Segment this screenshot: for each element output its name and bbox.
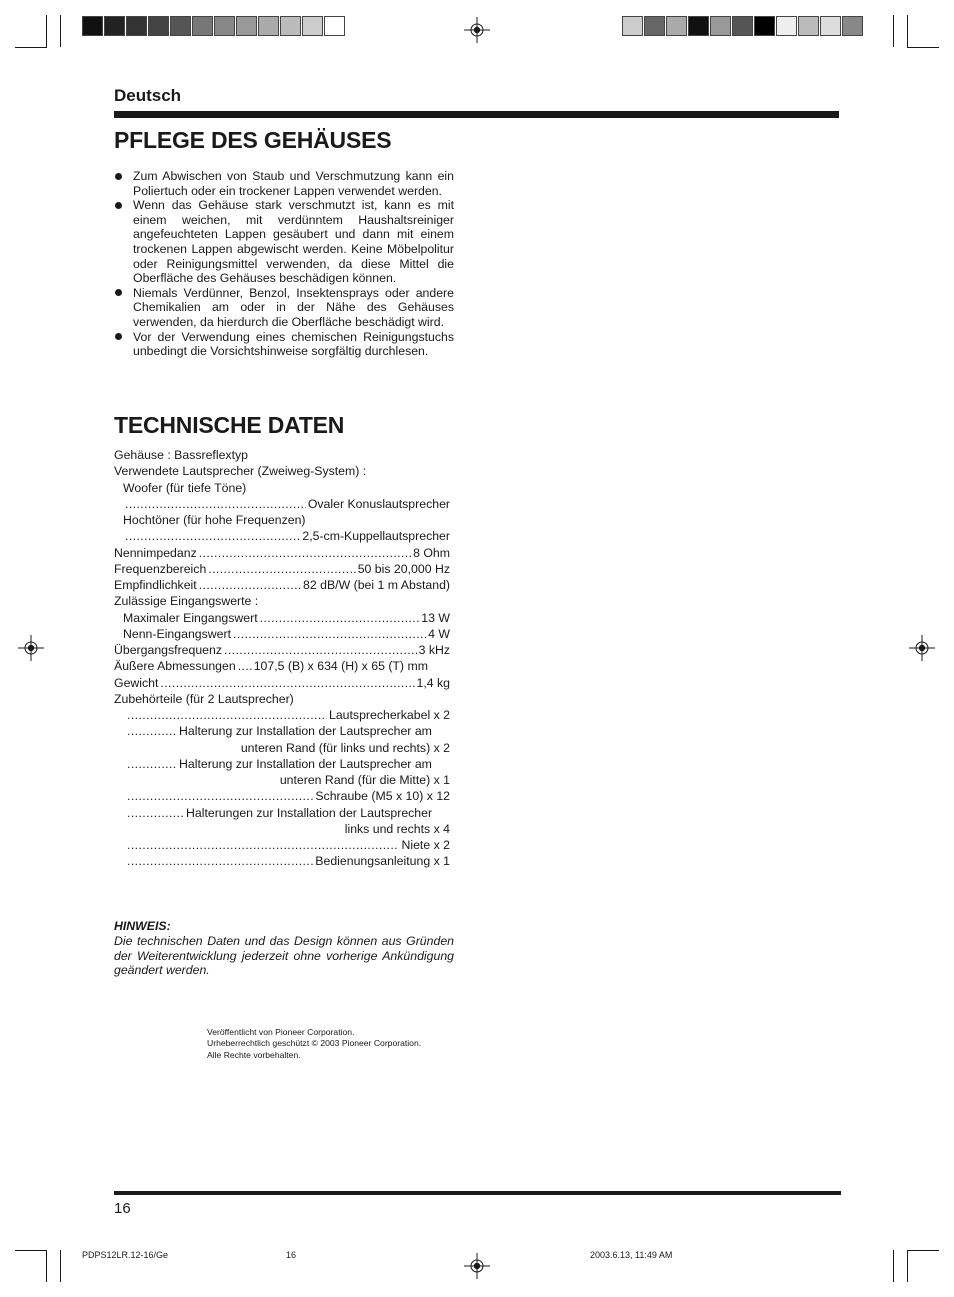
- color-swatch: [820, 16, 841, 36]
- color-swatch: [842, 16, 863, 36]
- registration-mark-icon: [18, 635, 44, 661]
- spec-accessory-holders: ..... Halterungen zur Installation der Lautsprecher: [114, 805, 450, 821]
- color-bar-left: [82, 16, 346, 38]
- list-item: Wenn das Gehäuse stark verschmutzt ist, kann es mit einem weichen, mit verdünntem Haushaltsreiniger angefeuchteten Lappen gesäubert und dann mit einem trockenen Lappen abgewischt werden. Keine Möbelpolitur oder Reinigungsmittel verwenden, da diese Mittel die Oberfläche des Gehäuses beschädigen können.: [114, 198, 454, 286]
- color-swatch: [236, 16, 257, 36]
- spec-accessory-bracket-lr: ..... Halterung zur Installation der Lautsprecher am: [114, 723, 450, 739]
- specs-title: TECHNISCHE DATEN: [114, 412, 345, 438]
- note-text: Die technischen Daten und das Design können aus Gründen der Weiterentwicklung jederzeit ohne vorherige Ankündigung geändert werden.: [114, 934, 454, 977]
- color-swatch: [622, 16, 643, 36]
- color-swatch: [302, 16, 323, 36]
- color-swatch: [798, 16, 819, 36]
- language-label: Deutsch: [114, 86, 182, 105]
- registration-mark-icon: [464, 17, 490, 43]
- color-swatch: [258, 16, 279, 36]
- list-item: Zum Abwischen von Staub und Verschmutzung kann ein Poliertuch oder ein trockener Lappen verwendet werden.: [114, 169, 454, 198]
- publisher-info: Veröffentlicht von Pioneer Corporation. Urheberrechtlich geschützt © 2003 Pioneer Corporation. Alle Rechte vorbehalten.: [207, 1027, 422, 1060]
- registration-mark-icon: [464, 1253, 490, 1279]
- color-swatch: [666, 16, 687, 36]
- spec-speakers-used: Verwendete Lautsprecher (Zweiweg-System) :: [114, 464, 367, 479]
- header-rule: [114, 111, 839, 118]
- footer-rule: [114, 1191, 841, 1195]
- color-swatch: [126, 16, 147, 36]
- page-number: 16: [114, 1200, 131, 1217]
- list-item: Niemals Verdünner, Benzol, Insektensprays oder andere Chemikalien am oder in der Nähe des Gehäuses verwenden, da hierdurch die Oberfläche beschädigt wird.: [114, 286, 454, 330]
- spec-tweeter-value: ..... 2,5-cm-Kuppellautsprecher: [114, 528, 450, 544]
- color-swatch: [688, 16, 709, 36]
- registration-mark-icon: [909, 635, 935, 661]
- color-swatch: [776, 16, 797, 36]
- color-swatch: [104, 16, 125, 36]
- spec-frequency: Frequenzbereich ..... 50 bis 20,000 Hz: [114, 561, 450, 577]
- care-title: PFLEGE DES GEHÄUSES: [114, 127, 392, 153]
- color-swatch: [82, 16, 103, 36]
- list-item: Vor der Verwendung eines chemischen Reinigungstuchs unbedingt die Vorsichtshinweise sorgfältig durchlesen.: [114, 330, 454, 359]
- note-heading: HINWEIS:: [114, 919, 171, 933]
- spec-accessory-bracket-c-cont: unteren Rand (für die Mitte) x 1: [279, 773, 450, 787]
- color-swatch: [148, 16, 169, 36]
- spec-enclosure: Gehäuse : Bassreflextyp: [114, 448, 248, 462]
- color-swatch: [170, 16, 191, 36]
- footer-timestamp: 2003.6.13, 11:49 AM: [590, 1250, 673, 1260]
- color-swatch: [214, 16, 235, 36]
- bullet-icon: [115, 289, 122, 296]
- spec-accessory-bracket-c: ..... Halterung zur Installation der Lautsprecher am: [114, 756, 450, 772]
- color-bar-right: [622, 16, 864, 38]
- spec-sensitivity: Empfindlichkeit ..... 82 dB/W (bei 1 m Abstand): [114, 577, 450, 593]
- spec-accessory-cable: ..... Lautsprecherkabel x 2: [114, 707, 450, 723]
- spec-accessory-manual: ..... Bedienungsanleitung x 1: [114, 853, 450, 869]
- bullet-icon: [115, 333, 122, 340]
- color-swatch: [280, 16, 301, 36]
- spec-tweeter-label: Hochtöner (für hohe Frequenzen): [123, 513, 306, 527]
- color-swatch: [732, 16, 753, 36]
- spec-accessories-label: Zubehörteile (für 2 Lautsprecher): [114, 691, 294, 706]
- spec-rated-input: Nenn-Eingangswert ..... 4 W: [114, 626, 450, 642]
- spec-accessory-holders-cont: links und rechts x 4: [344, 821, 450, 836]
- footer-filename: PDPS12LR.12-16/Ge: [82, 1250, 169, 1260]
- spec-crossover: Übergangsfrequenz ..... 3 kHz: [114, 642, 450, 658]
- color-swatch: [710, 16, 731, 36]
- color-swatch: [644, 16, 665, 36]
- spec-accessory-bracket-lr-cont: unteren Rand (für links und rechts) x 2: [240, 740, 450, 755]
- spec-woofer-label: Woofer (für tiefe Töne): [123, 480, 247, 495]
- specs-list: [114, 447, 450, 870]
- spec-woofer-value: ..... Ovaler Konuslautsprecher: [114, 496, 450, 512]
- spec-accessory-rivet: ..... Niete x 2: [114, 837, 450, 853]
- spec-weight: Gewicht ..... 1,4 kg: [114, 675, 450, 691]
- spec-impedance: Nennimpedanz ..... 8 Ohm: [114, 545, 450, 561]
- spec-dimensions: Äußere Abmessungen ..... 107,5 (B) x 634 (H) x 65 (T) mm: [114, 658, 450, 674]
- spec-accessory-screw: ..... Schraube (M5 x 10) x 12: [114, 788, 450, 804]
- spec-input-label: Zulässige Eingangswerte :: [114, 594, 259, 609]
- spec-max-input: Maximaler Eingangswert ..... 13 W: [114, 610, 450, 626]
- bullet-icon: [115, 173, 122, 180]
- color-swatch: [192, 16, 213, 36]
- bullet-icon: [115, 202, 122, 209]
- color-swatch: [324, 16, 345, 36]
- color-swatch: [754, 16, 775, 36]
- footer-page: 16: [286, 1250, 297, 1260]
- care-bullet-list: [114, 169, 454, 359]
